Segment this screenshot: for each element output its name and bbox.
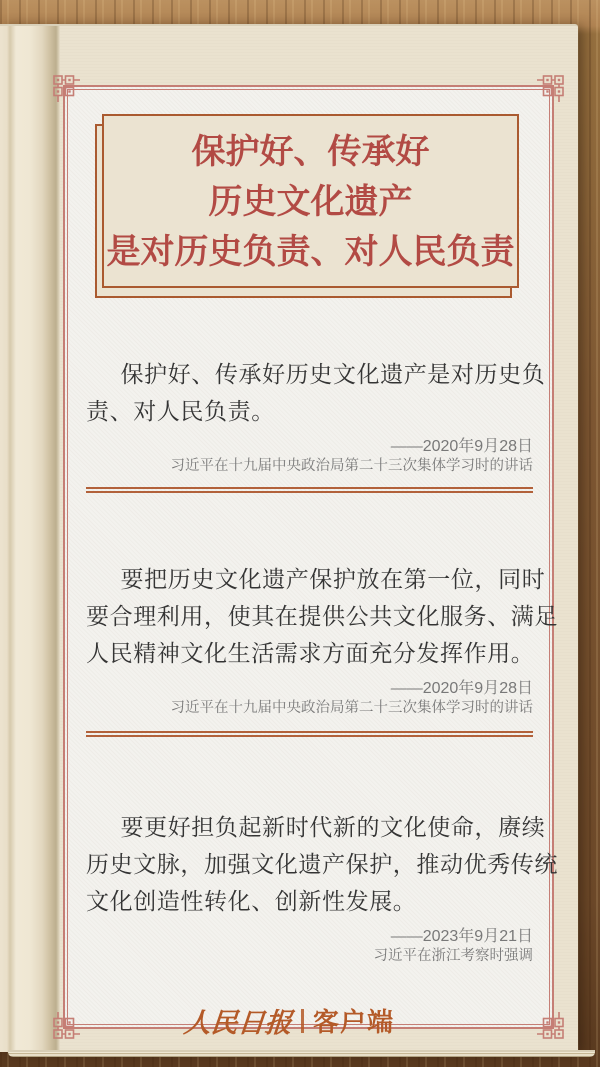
quote-line: 责、对人民负责。 — [86, 399, 275, 424]
quote-attribution — [86, 436, 533, 476]
quote-date: ——2020年9月28日 — [390, 680, 533, 697]
peoples-daily-script-logo: 人民日报 — [182, 1008, 294, 1038]
client-label: 客户端 — [312, 1007, 394, 1037]
quote-section — [86, 356, 546, 476]
quote-line: 要把历史文化遗产保护放在第一位，同时 — [120, 567, 546, 592]
quote-line: 要合理利用，使其在提供公共文化服务、满足 — [86, 604, 558, 629]
quote-line: 要更好担负起新时代新的文化使命，赓续 — [120, 815, 546, 840]
fret-corner-icon — [49, 1009, 83, 1043]
book-page — [0, 24, 578, 1052]
headline-line: 保护好、传承好 — [191, 133, 430, 171]
headline-line: 历史文化遗产 — [208, 183, 413, 221]
quote-source: 习近平在十九届中央政治局第二十三次集体学习时的讲话 — [170, 700, 533, 716]
quote-date: ——2023年9月21日 — [390, 928, 533, 945]
footer — [0, 1001, 578, 1040]
quote-source: 习近平在浙江考察时强调 — [373, 948, 533, 964]
framed-content-area — [63, 85, 558, 1029]
quote-line: 文化创造性转化、创新性发展。 — [86, 889, 417, 914]
section-divider — [86, 487, 533, 493]
headline-box — [102, 114, 519, 288]
quote-attribution — [86, 678, 533, 718]
headline-line: 是对历史负责、对人民负责 — [106, 233, 515, 271]
quote-source: 习近平在十九届中央政治局第二十三次集体学习时的讲话 — [170, 458, 533, 474]
peoples-daily-client-logo — [184, 1001, 394, 1040]
page-curl-edge — [0, 26, 60, 1052]
section-divider — [86, 731, 533, 737]
fret-corner-icon — [534, 1009, 568, 1043]
quote-line: 人民精神文化生活需求方面充分发挥作用。 — [86, 641, 535, 666]
quote-line: 保护好、传承好历史文化遗产是对历史负 — [120, 362, 546, 387]
quote-section — [86, 809, 558, 966]
fret-corner-icon — [49, 71, 83, 105]
page-stack-edge — [8, 1050, 595, 1057]
quote-date: ——2020年9月28日 — [390, 438, 533, 455]
logo-divider-bar — [301, 1009, 304, 1033]
fret-corner-icon — [534, 71, 568, 105]
quote-line: 历史文脉，加强文化遗产保护，推动优秀传统 — [86, 852, 558, 877]
quote-section — [86, 561, 558, 718]
quote-attribution — [86, 926, 533, 966]
